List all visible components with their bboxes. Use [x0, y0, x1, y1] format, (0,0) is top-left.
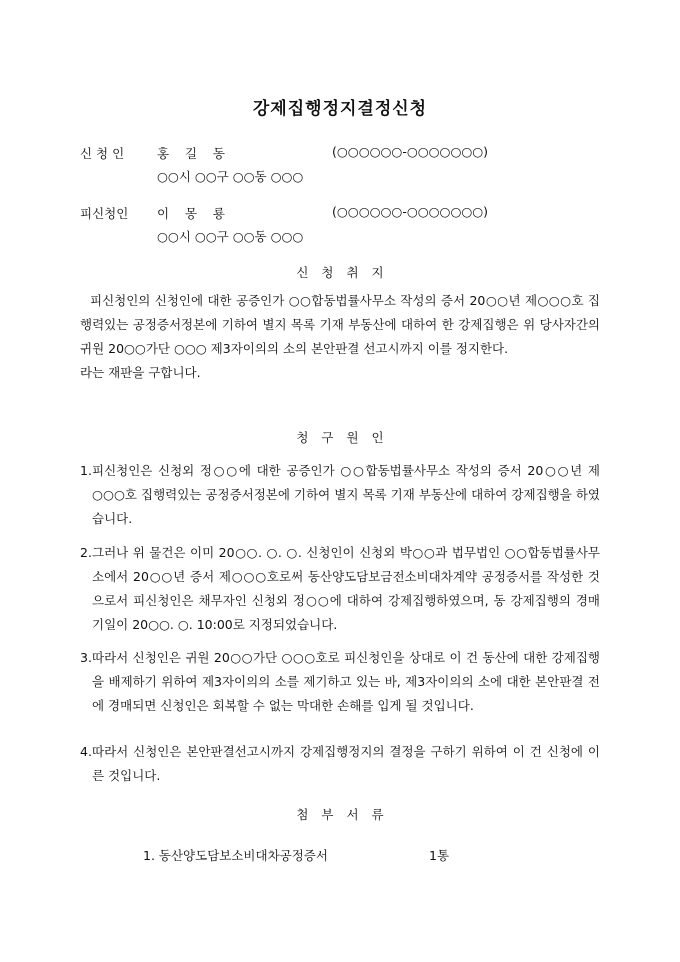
attachment-item: [143, 846, 450, 864]
applicant-id-number: (○○○○○○-○○○○○○○): [332, 144, 489, 159]
cause-item: [80, 459, 600, 531]
purpose-section: [80, 289, 600, 385]
attachment-quantity: 1통: [429, 848, 450, 863]
respondent-address: ○○시 ○○구 ○○동 ○○○: [157, 229, 304, 244]
cause-item: [80, 646, 600, 718]
applicant-name: 홍 길 동: [157, 146, 226, 161]
cause-number: 4.: [80, 744, 92, 759]
respondent-name: 이 몽 룡: [157, 206, 226, 221]
cause-item: [80, 740, 600, 788]
purpose-heading: 신 청 취 지: [296, 265, 384, 280]
purpose-text: 피신청인의 신청인에 대한 공증인가 ○○합동법률사무소 작성의 증서 20○○년 제○○○호 집행력있는 공정증서정본에 기하여 별지 목록 기재 부동산에 대하여 한 강제집행은 위 당사자간의 귀원 20○○가단 ○○○ 제3자이의의 소의 본안판결 선고시까지 이를 정지한다.: [80, 293, 600, 356]
cause-number: 3.: [80, 650, 92, 665]
applicant-label: 신 청 인: [80, 146, 125, 161]
applicant-address: ○○시 ○○구 ○○동 ○○○: [157, 169, 304, 184]
cause-text: 피신청인은 신청외 정○○에 대한 공증인가 ○○합동법률사무소 작성의 증서 20○○년 제○○○호 집행력있는 공정증서정본에 기하여 별지 목록 기재 부동산에 대하여 강제집행을 하였습니다.: [92, 463, 600, 526]
cause-number: 2.: [80, 545, 92, 560]
cause-number: 1.: [80, 463, 92, 478]
purpose-closing: 라는 재판을 구합니다.: [80, 365, 201, 380]
cause-text: 그러나 위 물건은 이미 20○○. ○. ○. 신청인이 신청외 박○○과 법무법인 ○○합동법률사무소에서 20○○년 증서 제○○○호로써 동산양도담보금전소비대차계약 공정증서를 작성한 것으로서 피신청인은 채무자인 신청외 정○○에 대하여 강제집행하였으며, 동 강제집행의 경매기일이 20○○. ○. 10:00로 지정되었습니다.: [92, 545, 600, 632]
cause-text: 따라서 신청인은 귀원 20○○가단 ○○○호로 피신청인을 상대로 이 건 동산에 대한 강제집행을 배제하기 위하여 제3자이의의 소를 제기하고 있는 바, 제3자이의의 소에 대한 본안판결 전에 경매되면 신청인은 회복할 수 없는 막대한 손해를 입게 될 것입니다.: [92, 650, 600, 713]
document-title: 강제집행정지결정신청: [252, 99, 428, 119]
attachment-label: 1. 동산양도담보소비대차공정증서: [143, 848, 328, 863]
respondent-id-number: (○○○○○○-○○○○○○○): [332, 204, 489, 219]
cause-item: [80, 541, 600, 637]
respondent-label: 피신청인: [80, 206, 129, 221]
attachments-heading: 첨 부 서 류: [296, 807, 384, 822]
cause-heading: 청 구 원 인: [296, 430, 384, 445]
cause-text: 따라서 신청인은 본안판결선고시까지 강제집행정지의 결정을 구하기 위하여 이 건 신청에 이른 것입니다.: [92, 744, 600, 783]
